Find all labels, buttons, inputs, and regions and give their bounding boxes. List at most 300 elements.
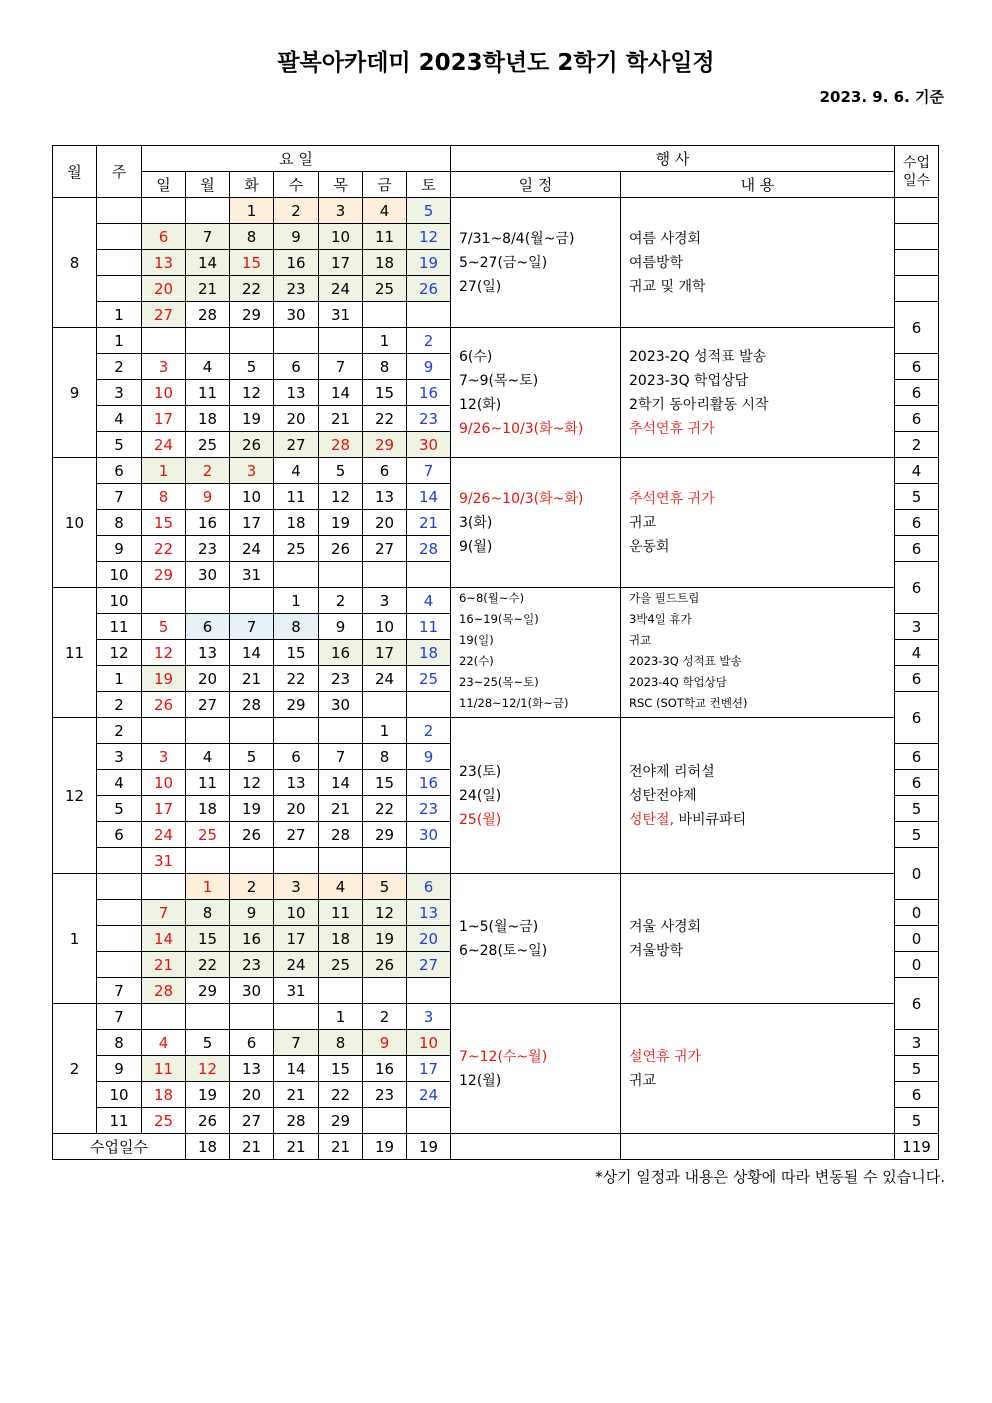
day-cell: 11: [186, 380, 230, 406]
week-number: 12: [97, 640, 142, 666]
event-content: 3박4일 휴가: [629, 612, 692, 626]
week-number: 4: [97, 770, 142, 796]
day-cell: [407, 1108, 451, 1134]
day-cell: 12: [407, 224, 451, 250]
day-cell: 27: [363, 536, 407, 562]
event-contents: [621, 198, 895, 328]
day-cell: [363, 562, 407, 588]
event-content-line: [629, 784, 894, 808]
day-cell: 4: [319, 874, 363, 900]
header-row-1: [53, 146, 939, 172]
header-weekday: 화: [230, 172, 274, 198]
basis-date: 2023. 9. 6. 기준: [819, 88, 944, 106]
event-content: 성탄전야제: [629, 787, 697, 804]
day-cell: 28: [274, 1108, 319, 1134]
week-number: 3: [97, 380, 142, 406]
day-cell: 13: [186, 640, 230, 666]
day-cell: 18: [142, 1082, 186, 1108]
event-content: 귀교: [629, 514, 657, 531]
day-cell: 6: [407, 874, 451, 900]
day-cell: [274, 328, 319, 354]
day-cell: 23: [274, 276, 319, 302]
week-number: 6: [97, 458, 142, 484]
event-content-line: [629, 535, 894, 559]
day-cell: 30: [407, 822, 451, 848]
class-days-cell: 4: [895, 640, 939, 666]
day-cell: 10: [142, 380, 186, 406]
day-cell: 2: [363, 1004, 407, 1030]
week-row: [53, 458, 939, 484]
day-cell: 28: [142, 978, 186, 1004]
day-cell: [142, 1004, 186, 1030]
class-days-cell: 0: [895, 926, 939, 952]
event-date: 6~8(월~수): [459, 591, 525, 605]
header-event-date: 일 정: [451, 172, 621, 198]
event-content-line: [629, 672, 894, 693]
day-cell: [186, 588, 230, 614]
event-date: 11/28~12/1(화~금): [459, 696, 569, 710]
day-cell: 16: [230, 926, 274, 952]
day-cell: 9: [363, 1030, 407, 1056]
event-date: 23~25(목~토): [459, 675, 539, 689]
day-cell: 27: [186, 692, 230, 718]
day-cell: 10: [363, 614, 407, 640]
day-cell: 29: [142, 562, 186, 588]
header-weekday: 일: [142, 172, 186, 198]
day-cell: 7: [274, 1030, 319, 1056]
day-cell: 29: [186, 978, 230, 1004]
week-row: [53, 198, 939, 224]
day-cell: 26: [142, 692, 186, 718]
day-cell: 22: [274, 666, 319, 692]
day-cell: [142, 328, 186, 354]
event-content-line: [629, 417, 894, 441]
day-cell: 1: [186, 874, 230, 900]
day-cell: 8: [186, 900, 230, 926]
class-days-cell: 6: [895, 692, 939, 744]
day-cell: 10: [230, 484, 274, 510]
week-number: 9: [97, 1056, 142, 1082]
header-weekday: 토: [407, 172, 451, 198]
class-days-cell: 6: [895, 354, 939, 380]
day-cell: 13: [274, 380, 319, 406]
event-content-line: [629, 511, 894, 535]
day-cell: 3: [363, 588, 407, 614]
day-cell: 30: [407, 432, 451, 458]
day-cell: 15: [230, 250, 274, 276]
day-cell: 22: [230, 276, 274, 302]
event-dates: [451, 718, 621, 874]
day-cell: 25: [186, 822, 230, 848]
week-number: 8: [97, 510, 142, 536]
event-content: 가을 필드트립: [629, 591, 700, 605]
day-cell: 4: [407, 588, 451, 614]
day-cell: 21: [319, 406, 363, 432]
day-cell: 19: [319, 510, 363, 536]
day-cell: 5: [363, 874, 407, 900]
day-cell: 14: [186, 250, 230, 276]
header-weekday: 목: [319, 172, 363, 198]
header-weekday: 월: [186, 172, 230, 198]
day-cell: 16: [407, 770, 451, 796]
event-content: 전야제 리허설: [629, 763, 715, 780]
class-days-cell: 6: [895, 978, 939, 1030]
class-days-cell: 6: [895, 406, 939, 432]
day-cell: 14: [319, 770, 363, 796]
day-cell: 2: [319, 588, 363, 614]
week-number: 7: [97, 484, 142, 510]
class-days-cell: 3: [895, 614, 939, 640]
event-content-line: [629, 369, 894, 393]
event-content: 겨울방학: [629, 942, 684, 959]
totals-weekday: 21: [230, 1134, 274, 1160]
day-cell: 20: [274, 406, 319, 432]
header-weekday: 금: [363, 172, 407, 198]
event-contents: [621, 588, 895, 718]
totals-row: [53, 1134, 939, 1160]
event-date: 22(수): [459, 654, 494, 668]
day-cell: [142, 588, 186, 614]
day-cell: 27: [142, 302, 186, 328]
day-cell: 14: [319, 380, 363, 406]
week-number: 6: [97, 822, 142, 848]
event-content-line: [629, 760, 894, 784]
day-cell: 8: [363, 354, 407, 380]
event-contents: [621, 328, 895, 458]
day-cell: 14: [274, 1056, 319, 1082]
event-contents: [621, 874, 895, 1004]
day-cell: 31: [230, 562, 274, 588]
day-cell: 27: [230, 1108, 274, 1134]
day-cell: 25: [407, 666, 451, 692]
day-cell: 7: [186, 224, 230, 250]
day-cell: 18: [363, 250, 407, 276]
day-cell: 20: [274, 796, 319, 822]
class-days-cell: [895, 224, 939, 250]
event-content: 귀교: [629, 1072, 657, 1089]
day-cell: 22: [363, 796, 407, 822]
month-label: 1: [53, 874, 97, 1004]
event-date: 6(수): [459, 348, 493, 365]
week-number: 2: [97, 354, 142, 380]
day-cell: 18: [186, 406, 230, 432]
class-days-cell: [895, 276, 939, 302]
header-week: 주: [97, 146, 142, 198]
day-cell: 10: [142, 770, 186, 796]
day-cell: 4: [142, 1030, 186, 1056]
week-number: 1: [97, 328, 142, 354]
week-row: [53, 588, 939, 614]
class-days-cell: 6: [895, 380, 939, 406]
day-cell: 11: [186, 770, 230, 796]
event-dates: [451, 198, 621, 328]
day-cell: 24: [274, 952, 319, 978]
day-cell: 27: [274, 432, 319, 458]
day-cell: 20: [363, 510, 407, 536]
day-cell: 15: [363, 770, 407, 796]
day-cell: 7: [319, 354, 363, 380]
day-cell: 9: [319, 614, 363, 640]
day-cell: 4: [186, 744, 230, 770]
event-content-line: [629, 275, 894, 299]
day-cell: 23: [407, 406, 451, 432]
day-cell: 22: [363, 406, 407, 432]
day-cell: 8: [230, 224, 274, 250]
day-cell: 19: [142, 666, 186, 692]
week-number: 2: [97, 692, 142, 718]
class-days-cell: 6: [895, 302, 939, 354]
week-number: 4: [97, 406, 142, 432]
day-cell: 4: [274, 458, 319, 484]
day-cell: 16: [274, 250, 319, 276]
day-cell: [363, 302, 407, 328]
class-days-cell: 5: [895, 484, 939, 510]
day-cell: 28: [319, 822, 363, 848]
week-number: [97, 276, 142, 302]
week-number: 3: [97, 744, 142, 770]
day-cell: 27: [407, 952, 451, 978]
day-cell: 21: [230, 666, 274, 692]
day-cell: 18: [319, 926, 363, 952]
day-cell: 25: [142, 1108, 186, 1134]
day-cell: 9: [407, 744, 451, 770]
event-content-line: [629, 808, 894, 832]
totals-empty-date: [451, 1134, 621, 1160]
week-number: [97, 900, 142, 926]
week-row: [53, 1004, 939, 1030]
day-cell: 11: [142, 1056, 186, 1082]
week-number: 11: [97, 614, 142, 640]
event-dates: [451, 458, 621, 588]
day-cell: 6: [230, 1030, 274, 1056]
day-cell: 3: [230, 458, 274, 484]
day-cell: 17: [230, 510, 274, 536]
header-event-content: 내 용: [621, 172, 895, 198]
totals-empty-content: [621, 1134, 895, 1160]
week-number: 9: [97, 536, 142, 562]
event-content: 겨울 사경회: [629, 918, 702, 935]
day-cell: 22: [319, 1082, 363, 1108]
day-cell: 27: [274, 822, 319, 848]
day-cell: 18: [407, 640, 451, 666]
day-cell: 5: [230, 354, 274, 380]
event-content-line: [629, 227, 894, 251]
day-cell: 7: [142, 900, 186, 926]
day-cell: 1: [142, 458, 186, 484]
day-cell: 6: [274, 744, 319, 770]
day-cell: 14: [407, 484, 451, 510]
event-content-line: [629, 693, 894, 714]
day-cell: 16: [319, 640, 363, 666]
day-cell: 15: [142, 510, 186, 536]
day-cell: 26: [363, 952, 407, 978]
class-days-cell: 6: [895, 510, 939, 536]
event-content: RSC (SOT학교 컨벤션): [629, 696, 748, 710]
day-cell: 29: [319, 1108, 363, 1134]
day-cell: [407, 302, 451, 328]
day-cell: 19: [363, 926, 407, 952]
header-class-days-line2: 일수: [902, 172, 931, 189]
day-cell: 21: [274, 1082, 319, 1108]
day-cell: 1: [274, 588, 319, 614]
event-content: 2023-3Q 성적표 발송: [629, 654, 742, 668]
day-cell: 7: [230, 614, 274, 640]
class-days-cell: 6: [895, 562, 939, 614]
day-cell: 8: [363, 744, 407, 770]
header-class-days-line1: 수업: [902, 154, 931, 171]
day-cell: [274, 562, 319, 588]
day-cell: 12: [230, 380, 274, 406]
header-month: 월: [53, 146, 97, 198]
day-cell: 12: [363, 900, 407, 926]
day-cell: [319, 848, 363, 874]
day-cell: [407, 562, 451, 588]
day-cell: [274, 718, 319, 744]
totals-weekday: 18: [186, 1134, 230, 1160]
event-date: 7~12(수~월): [459, 1048, 548, 1065]
day-cell: 16: [186, 510, 230, 536]
day-cell: 20: [230, 1082, 274, 1108]
day-cell: 7: [407, 458, 451, 484]
event-contents: [621, 458, 895, 588]
event-content-line: [629, 1045, 894, 1069]
week-row: [53, 328, 939, 354]
day-cell: [142, 718, 186, 744]
day-cell: 15: [363, 380, 407, 406]
day-cell: 12: [142, 640, 186, 666]
class-days-cell: 6: [895, 770, 939, 796]
event-content-extra: 바비큐파티: [674, 811, 747, 828]
class-days-cell: [895, 198, 939, 224]
event-date: 9(월): [459, 538, 493, 555]
event-date: 12(화): [459, 396, 502, 413]
totals-weekday: 19: [363, 1134, 407, 1160]
week-number: 7: [97, 1004, 142, 1030]
day-cell: 31: [142, 848, 186, 874]
event-content: 여름 사경회: [629, 230, 702, 247]
day-cell: 9: [230, 900, 274, 926]
day-cell: 23: [407, 796, 451, 822]
day-cell: [407, 692, 451, 718]
day-cell: 24: [142, 822, 186, 848]
week-number: [97, 874, 142, 900]
day-cell: [142, 874, 186, 900]
day-cell: 20: [186, 666, 230, 692]
day-cell: [363, 978, 407, 1004]
day-cell: 25: [363, 276, 407, 302]
event-content-line: [629, 345, 894, 369]
event-content-line: [629, 1069, 894, 1093]
day-cell: 23: [186, 536, 230, 562]
event-dates: [451, 1004, 621, 1134]
day-cell: 26: [186, 1108, 230, 1134]
day-cell: 17: [142, 406, 186, 432]
day-cell: 2: [230, 874, 274, 900]
day-cell: 2: [407, 328, 451, 354]
day-cell: 19: [186, 1082, 230, 1108]
day-cell: 23: [230, 952, 274, 978]
day-cell: [186, 328, 230, 354]
event-content-line: [629, 487, 894, 511]
day-cell: [230, 328, 274, 354]
class-days-cell: 5: [895, 1108, 939, 1134]
header-row-2: [53, 172, 939, 198]
day-cell: 22: [142, 536, 186, 562]
day-cell: [274, 1004, 319, 1030]
month-label: 9: [53, 328, 97, 458]
day-cell: 21: [186, 276, 230, 302]
day-cell: 8: [319, 1030, 363, 1056]
day-cell: 24: [319, 276, 363, 302]
day-cell: 11: [274, 484, 319, 510]
day-cell: 23: [363, 1082, 407, 1108]
day-cell: 14: [142, 926, 186, 952]
day-cell: 24: [407, 1082, 451, 1108]
event-content: 귀교: [629, 633, 652, 647]
day-cell: 31: [319, 302, 363, 328]
day-cell: 9: [274, 224, 319, 250]
week-number: 5: [97, 432, 142, 458]
day-cell: 14: [230, 640, 274, 666]
day-cell: 12: [186, 1056, 230, 1082]
week-number: 5: [97, 796, 142, 822]
day-cell: 13: [407, 900, 451, 926]
month-label: 12: [53, 718, 97, 874]
class-days-cell: 6: [895, 1082, 939, 1108]
week-number: [97, 224, 142, 250]
event-content-line: [629, 588, 894, 609]
event-date: 27(일): [459, 278, 502, 295]
month-label: 11: [53, 588, 97, 718]
header-weekday-group: 요 일: [142, 146, 451, 172]
event-content: 추석연휴 귀가: [629, 420, 715, 437]
page-title: 팔복아카데미 2023학년도 2학기 학사일정: [277, 50, 715, 76]
header-weekday: 수: [274, 172, 319, 198]
event-content-line: [629, 915, 894, 939]
day-cell: 17: [363, 640, 407, 666]
day-cell: 6: [186, 614, 230, 640]
day-cell: 10: [407, 1030, 451, 1056]
week-row: [53, 718, 939, 744]
event-content-line: [629, 939, 894, 963]
day-cell: 11: [407, 614, 451, 640]
event-date: 7~9(목~토): [459, 372, 539, 389]
header-class-days: [895, 146, 939, 198]
event-content-line: [629, 651, 894, 672]
month-label: 2: [53, 1004, 97, 1134]
day-cell: 30: [186, 562, 230, 588]
day-cell: 5: [319, 458, 363, 484]
class-days-cell: 0: [895, 848, 939, 900]
week-number: [97, 926, 142, 952]
day-cell: 18: [274, 510, 319, 536]
day-cell: 25: [319, 952, 363, 978]
event-contents: [621, 1004, 895, 1134]
day-cell: 26: [230, 822, 274, 848]
event-date: 25(월): [459, 811, 502, 828]
day-cell: 15: [186, 926, 230, 952]
totals-weekday: 21: [319, 1134, 363, 1160]
day-cell: 3: [142, 744, 186, 770]
day-cell: 25: [186, 432, 230, 458]
day-cell: 29: [363, 822, 407, 848]
week-number: 1: [97, 666, 142, 692]
class-days-cell: 5: [895, 822, 939, 848]
day-cell: 11: [319, 900, 363, 926]
day-cell: [230, 588, 274, 614]
day-cell: 5: [186, 1030, 230, 1056]
week-number: 11: [97, 1108, 142, 1134]
